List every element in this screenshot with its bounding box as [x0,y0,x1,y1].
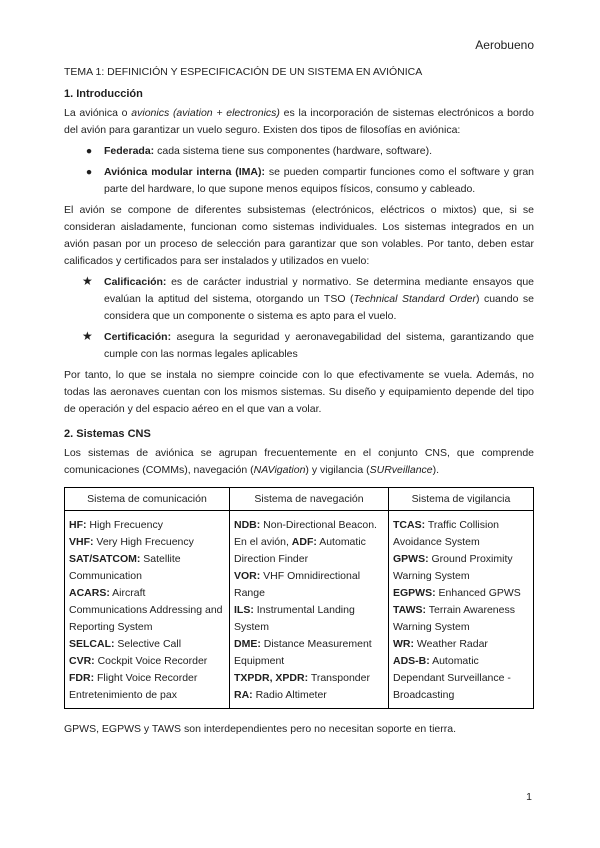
star-icon: ★ [82,274,93,288]
cns-table [64,487,534,709]
page-number: 1 [526,791,532,803]
list-item: VHF: Very High Frecuency [69,536,194,548]
table-row [65,511,534,709]
list-item: Entretenimiento de pax [69,689,177,701]
list-item: SELCAL: Selective Call [69,638,182,650]
list-item: ILS: Instrumental Landing System [234,604,355,633]
table-header-row [65,488,534,511]
navigation-cell [230,511,389,709]
philosophy-list [82,143,534,198]
header-surveillance: Sistema de vigilancia [389,488,534,511]
document-page [64,0,534,742]
list-item: EGPWS: Enhanced GPWS [393,587,521,599]
bullet-icon: ● [85,145,93,157]
list-item: ★ Certificación: asegura la seguridad y aeronavegabilidad del sistema, garantizando que cumple con las normas legales aplicables [82,329,534,360]
bullet-icon: ● [85,166,93,178]
list-item: VOR: VHF Omnidirectional Range [234,570,361,599]
list-item: TCAS: Traffic Collision Avoidance System [393,519,500,548]
cns-paragraph: Los sistemas de aviónica se agrupan frecuentemente en el conjunto CNS, que comprende comunicaciones (COMMs), navegación (NAVigation) y vigilancia (SURveillance). [64,447,534,476]
topic-title: TEMA 1: DEFINICIÓN Y ESPECIFICACIÓN DE UN SISTEMA EN AVIÓNICA [64,66,423,78]
table-note: GPWS, EGPWS y TAWS son interdependientes pero no necesitan soporte en tierra. [64,723,456,735]
list-item: ★ Calificación: es de carácter industrial y normativo. Se determina mediante ensayos que evalúan la aptitud del sistema, otorgando un TSO (Technical Standard Order) cuando se considera que un componente o sistema es apto para el vuelo. [82,274,534,322]
qualification-list [82,274,534,363]
section-2-title: 2. Sistemas CNS [64,428,151,440]
list-item: RA: Radio Altimeter [234,689,327,701]
list-item: ● Federada: cada sistema tiene sus componentes (hardware, software). [82,143,534,160]
list-item: ● Aviónica modular interna (IMA): se pueden compartir funciones como el software y gran parte del hardware, lo que supone menos equipos físicos, consumo y cableado. [82,164,534,198]
star-icon: ★ [82,329,93,343]
list-item: FDR: Flight Voice Recorder [69,672,198,684]
section-1-title: 1. Introducción [64,88,143,100]
list-item: NDB: Non-Directional Beacon. En el avión, ADF: Automatic Direction Finder [234,519,377,565]
list-item: CVR: Cockpit Voice Recorder [69,655,208,667]
list-item: ADS-B: Automatic Dependant Surveillance - Broadcasting [393,655,511,701]
list-item: TXPDR, XPDR: Transponder [234,672,370,684]
header-communication: Sistema de comunicación [65,488,230,511]
list-item: HF: High Frecuency [69,519,163,531]
header-brand: Aerobueno [475,38,534,52]
list-item: ACARS: Aircraft Communications Addressing and Reporting System [69,587,223,633]
intro-paragraph: La aviónica o avionics (aviation + electronics) es la incorporación de sistemas electrónicos a bordo del avión para garantizar un vuelo seguro. Existen dos tipos de filosofías en aviónica: [64,107,534,136]
header-navigation: Sistema de navegación [230,488,389,511]
list-item: WR: Weather Radar [393,638,488,650]
list-item: GPWS: Ground Proximity Warning System [393,553,513,582]
subsystems-paragraph: El avión se compone de diferentes subsistemas (electrónicos, eléctricos o mixtos) que, si se consideran aisladamente, funcionan como sistemas individuales. Los sistemas integrados en un avión pasan por un proceso de selección para garantizar que son volables. Por tanto, deben estar calificados y certificados para ser instalados y utilizados en vuelo: [64,204,534,267]
list-item: TAWS: Terrain Awareness Warning System [393,604,515,633]
list-item: SAT/SATCOM: Satellite Communication [69,553,181,582]
list-item: DME: Distance Measurement Equipment [234,638,372,667]
conclusion-paragraph: Por tanto, lo que se instala no siempre coincide con lo que efectivamente se vuela. Además, no todas las aeronaves cuentan con los mismos sistemas. Su diseño y equipamiento depende del tipo de operación y del espacio aéreo en el que van a volar. [64,369,534,415]
communication-cell [65,511,230,709]
surveillance-cell [389,511,534,709]
